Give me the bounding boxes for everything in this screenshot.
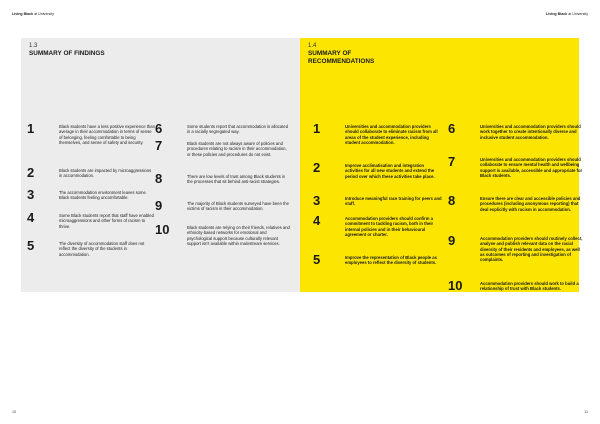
brand-suffix: at University — [34, 12, 54, 16]
finding-number: 10 — [155, 222, 170, 237]
recommendation-text: Accommodation providers should routinely collect, analyse and publish relevant data on the racial diversity of their residents and employees, as well as outcomes of reporting and investigation of complaints. — [480, 236, 583, 263]
recommendation-number: 1 — [313, 121, 321, 136]
brand-name: Living Black — [12, 12, 34, 16]
running-header-right — [546, 12, 588, 16]
recommendation-number: 4 — [313, 213, 321, 228]
section-number: 1.4 — [308, 43, 317, 49]
brand-suffix: at University — [568, 12, 588, 16]
recommendation-number: 6 — [448, 121, 456, 136]
recommendation-text: Introduce meaningful race training for peers and staff. — [345, 196, 442, 207]
finding-text: Some students report that accommodation is allocated in a racially segregated way. — [187, 124, 289, 135]
finding-text: There are low levels of trust among Black students in the processes that sit behind anti-racist strategies. — [187, 174, 286, 185]
finding-number: 8 — [155, 171, 163, 186]
recommendation-text: Improve acclimatisation and integration activities for all new students and extend the period over which these activities take place. — [345, 163, 435, 179]
recommendation-text: Universities and accommodation providers should work together to create intentionally diverse and inclusive student accommodation. — [480, 124, 581, 140]
recommendation-text: Universities and accommodation providers should collaborate to ensure mental health and wellbeing support is available, accessible and appropriate for Black students. — [480, 157, 583, 178]
section-title: SUMMARY OF RECOMMENDATIONS — [308, 50, 375, 65]
recommendation-number: 2 — [313, 160, 321, 175]
page-number-left: 10 — [12, 410, 16, 414]
recommendation-number: 10 — [448, 278, 463, 293]
finding-number: 6 — [155, 121, 163, 136]
finding-text: Black students are impacted by microaggressions in accommodation. — [59, 168, 152, 179]
recommendation-text: Improve the representation of Black people as employees to reflect the diversity of students. — [345, 255, 437, 266]
finding-text: The diversity of accommodation staff does not reflect the diversity of the students in accommodation. — [59, 241, 145, 257]
finding-text: Black students are relying on their friends, relatives and ethnicity-based networks for emotional and psychological support because culturally relevant support isn't available within mainstream services. — [187, 225, 290, 246]
finding-number: 9 — [155, 198, 163, 213]
finding-number: 1 — [27, 121, 35, 136]
finding-number: 2 — [27, 165, 35, 180]
running-header-left — [12, 12, 54, 16]
recommendation-number: 8 — [448, 193, 456, 208]
finding-text: Some Black students report that staff have enabled microaggressions and other forms of racism to thrive. — [59, 213, 154, 229]
recommendation-number: 3 — [313, 193, 321, 208]
recommendation-number: 7 — [448, 154, 456, 169]
recommendation-text: Universities and accommodation providers should collaborate to eliminate racism from all areas of the student experience, including student accommodation. — [345, 124, 438, 145]
finding-text: The majority of Black students surveyed have been the victims of racism in their accommodation. — [187, 201, 289, 212]
recommendation-number: 9 — [448, 233, 456, 248]
finding-number: 7 — [155, 138, 163, 153]
section-number: 1.3 — [29, 43, 38, 49]
section-title: SUMMARY OF FINDINGS — [29, 50, 105, 57]
finding-text: Black students are not always aware of policies and procedures relating to racism in their accommodation, or these policies and procedures do not exist. — [187, 141, 287, 157]
page-number-right: 11 — [584, 410, 588, 414]
finding-text: The accommodation environment leaves some Black students feeling uncomfortable. — [59, 190, 146, 201]
recommendation-number: 5 — [313, 252, 321, 267]
brand-name: Living Black — [546, 12, 568, 16]
recommendation-text: Accommodation providers should confirm a commitment to tackling racism, both in their internal policies and in their behavioural agreement or charter. — [345, 216, 434, 237]
recommendation-text: Accommodation providers should work to build a relationship of trust with Black students. — [480, 281, 579, 292]
finding-number: 4 — [27, 210, 35, 225]
finding-number: 3 — [27, 187, 35, 202]
finding-text: Black students have a less positive experience than average in their accommodation in terms of sense of belonging, feeling comfortable to being themselves, and sense of safety and security. — [59, 124, 155, 145]
recommendation-text: Ensure there are clear and accessible policies and procedures (including anonymous reporting) that deal explicitly with racism in accommodation. — [480, 196, 581, 212]
finding-number: 5 — [27, 238, 35, 253]
